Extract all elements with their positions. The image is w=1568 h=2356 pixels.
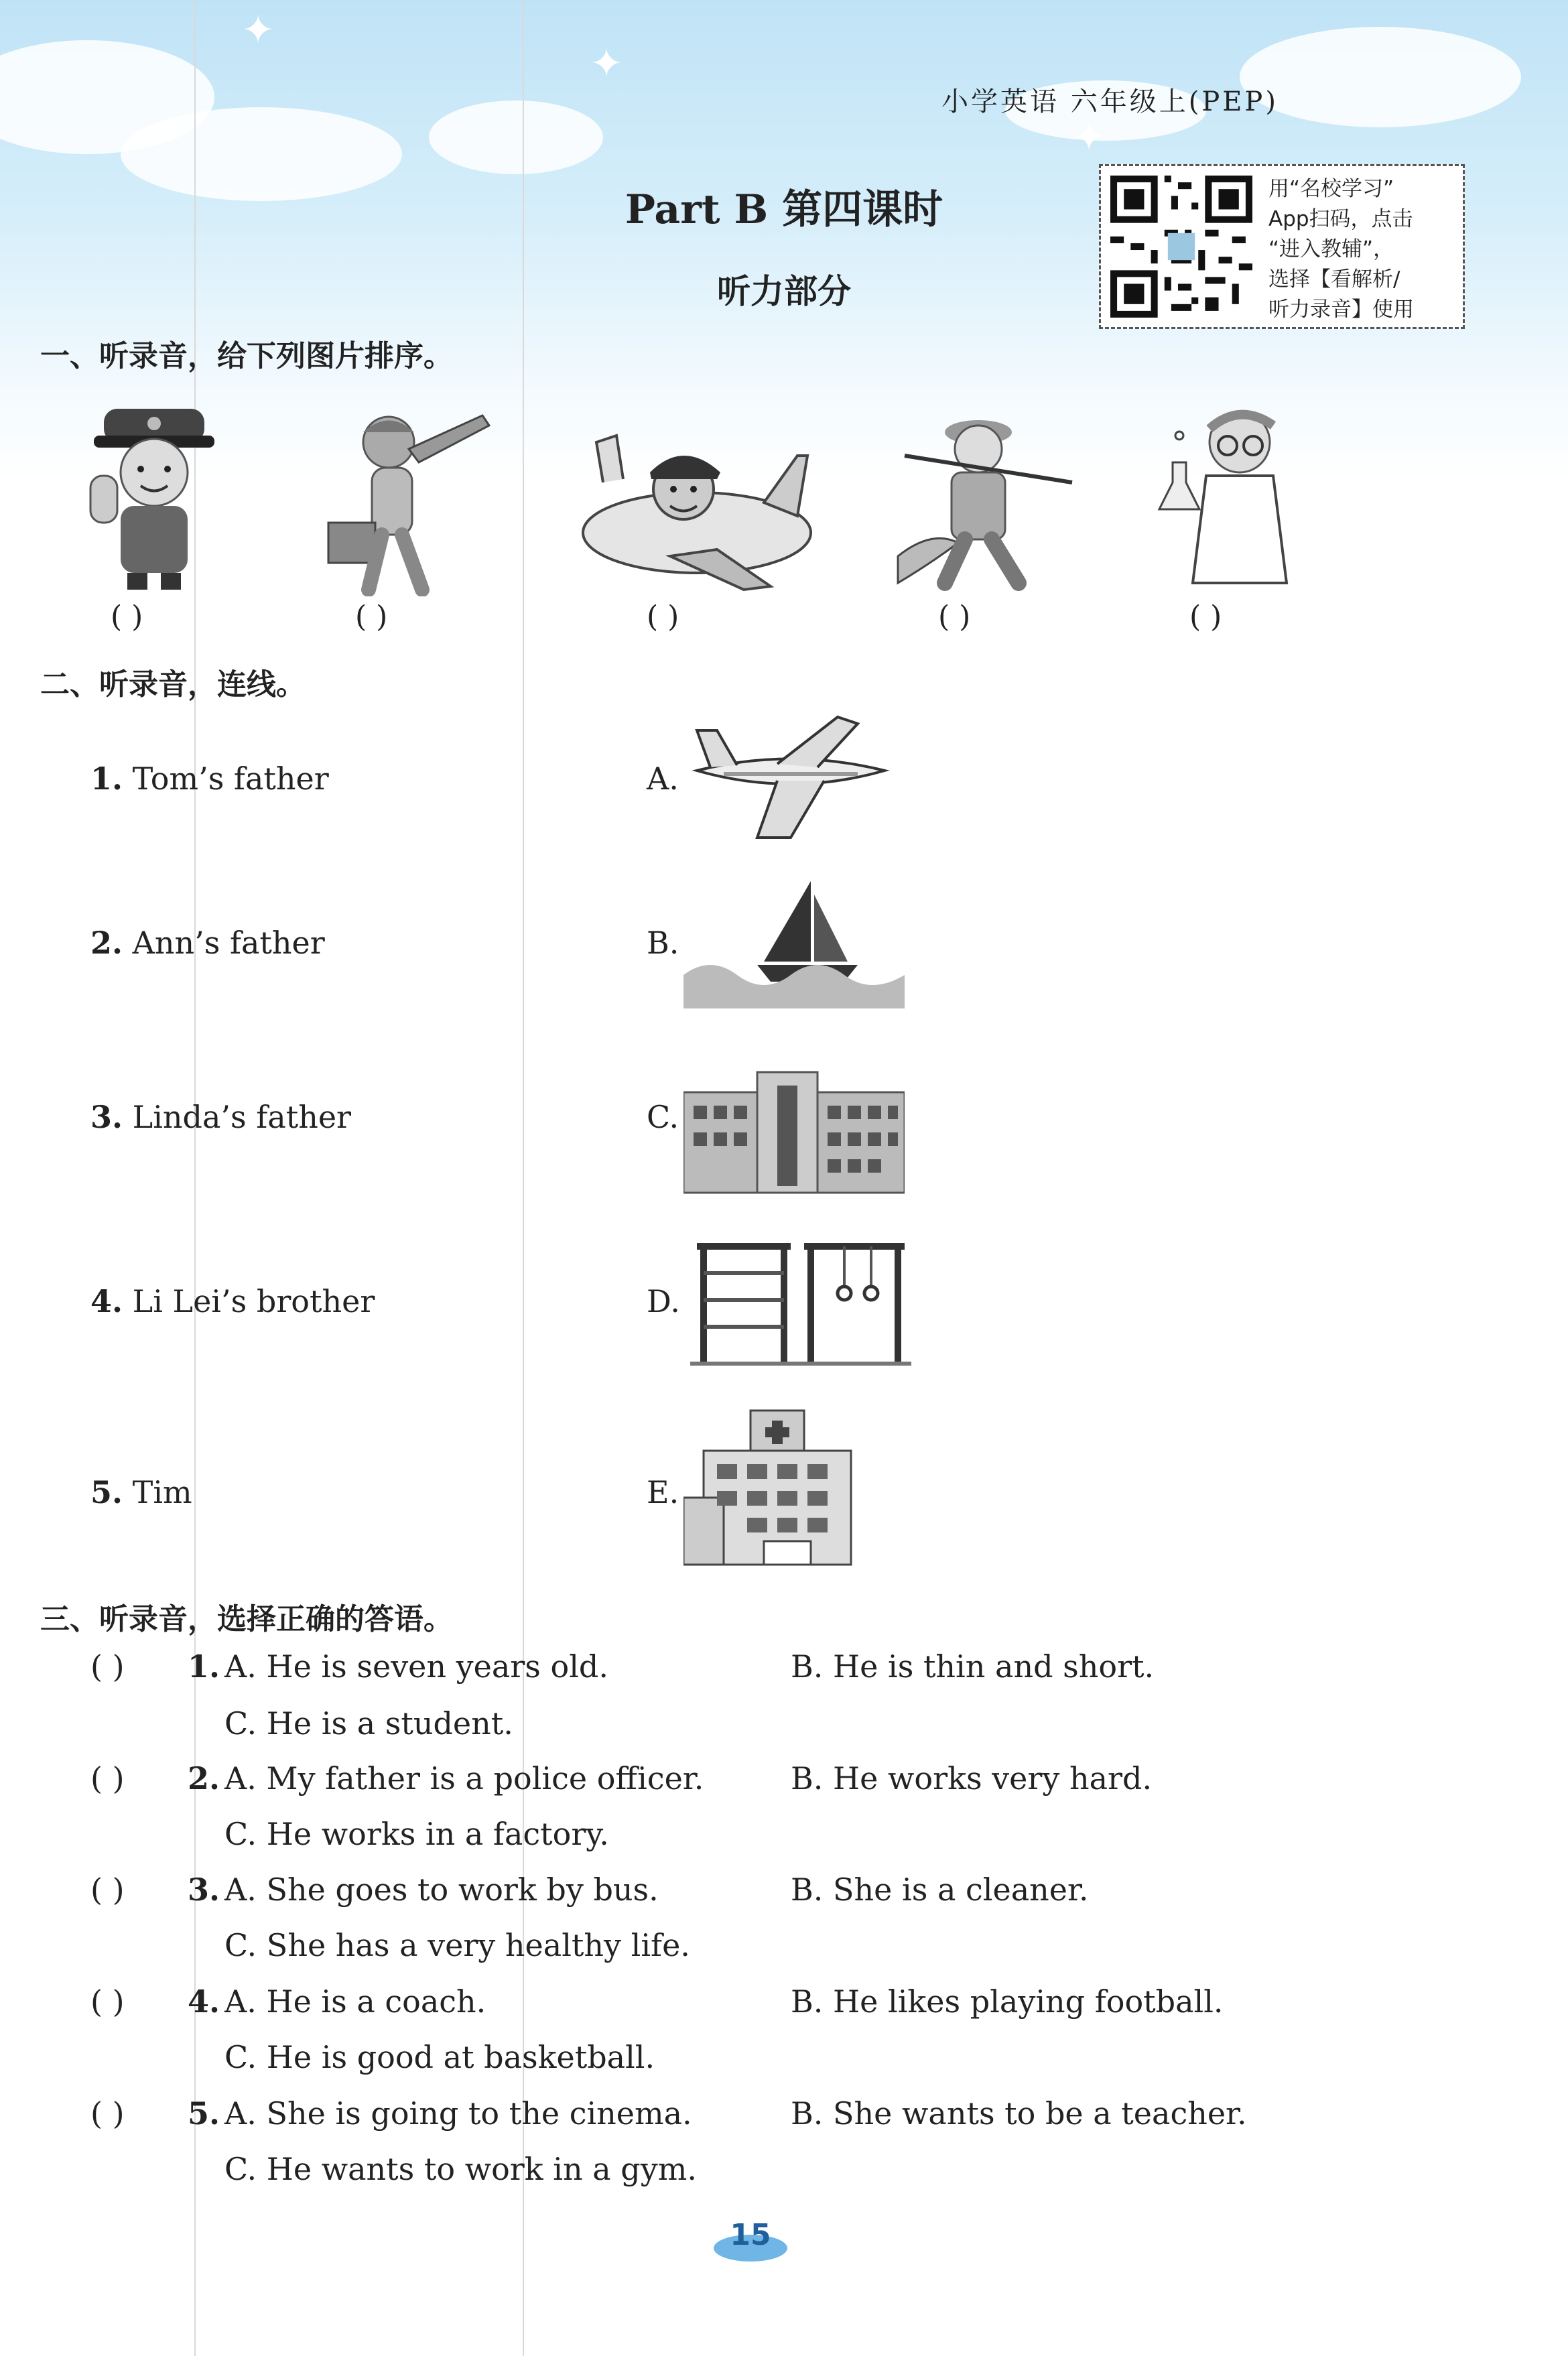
match-letter-a: A. xyxy=(647,761,679,797)
option-b[interactable]: B. She wants to be a teacher. xyxy=(791,2095,1247,2132)
match-item-5[interactable]: 5. Tim xyxy=(90,1474,192,1510)
scientist-icon xyxy=(1153,395,1327,596)
fisherman-icon xyxy=(891,402,1086,596)
answer-blank[interactable]: ( ) xyxy=(90,1983,125,2020)
answer-blank[interactable]: ( ) xyxy=(647,600,679,634)
option-c[interactable]: C. He is good at basketball. xyxy=(224,2039,655,2075)
answer-blank[interactable]: ( ) xyxy=(1189,600,1222,634)
match-letter-c: C. xyxy=(647,1099,679,1135)
option-b[interactable]: B. He is thin and short. xyxy=(791,1648,1155,1685)
police-officer-icon xyxy=(74,395,235,596)
worker-icon xyxy=(308,395,496,596)
answer-blank[interactable]: ( ) xyxy=(355,600,388,634)
question-number: 3. xyxy=(188,1872,220,1908)
qr-box xyxy=(1099,164,1465,329)
option-a[interactable]: A. She is going to the cinema. xyxy=(224,2095,692,2132)
option-b[interactable]: B. She is a cleaner. xyxy=(791,1872,1089,1908)
sailboat-icon[interactable] xyxy=(683,874,905,1008)
qr-instructions: 用“名校学习” App扫码，点击 “进入教辅”， 选择【看解析/ 听力录音】使用 xyxy=(1268,177,1414,322)
question-number: 5. xyxy=(188,2095,220,2132)
subject-grade: 小学英语 六年级上(PEP) xyxy=(941,86,1279,117)
option-c[interactable]: C. He is a student. xyxy=(224,1705,513,1742)
section1-heading: 一、听录音，给下列图片排序。 xyxy=(40,339,453,373)
option-c[interactable]: C. She has a very healthy life. xyxy=(224,1927,690,1963)
match-letter-b: B. xyxy=(647,925,679,961)
fold-line xyxy=(523,0,524,2356)
office-building-icon[interactable] xyxy=(683,1065,905,1199)
answer-blank[interactable]: ( ) xyxy=(90,1648,125,1685)
option-b[interactable]: B. He works very hard. xyxy=(791,1760,1153,1796)
answer-blank[interactable]: ( ) xyxy=(938,600,971,634)
sky-background: ✦ ✦ ✦ xyxy=(0,0,1568,482)
option-b[interactable]: B. He likes playing football. xyxy=(791,1983,1224,2020)
option-c[interactable]: C. He wants to work in a gym. xyxy=(224,2151,697,2187)
page-subtitle: 听力部分 xyxy=(717,271,851,311)
page-number xyxy=(710,2211,791,2265)
question-number: 1. xyxy=(188,1648,220,1685)
pilot-icon xyxy=(576,415,818,596)
section2-heading: 二、听录音，连线。 xyxy=(40,667,306,702)
qr-code-icon[interactable] xyxy=(1110,176,1252,318)
gym-equipment-icon[interactable] xyxy=(690,1233,911,1367)
answer-blank[interactable]: ( ) xyxy=(111,600,143,634)
answer-blank[interactable]: ( ) xyxy=(90,2095,125,2132)
option-a[interactable]: A. He is a coach. xyxy=(224,1983,486,2020)
section3-heading: 三、听录音，选择正确的答语。 xyxy=(40,1602,453,1636)
option-a[interactable]: A. My father is a police officer. xyxy=(224,1760,704,1796)
answer-blank[interactable]: ( ) xyxy=(90,1760,125,1796)
match-item-1[interactable]: 1. Tom’s father xyxy=(90,761,329,797)
match-item-4[interactable]: 4. Li Lei’s brother xyxy=(90,1283,375,1319)
match-letter-e: E. xyxy=(647,1474,679,1510)
match-item-3[interactable]: 3. Linda’s father xyxy=(90,1099,352,1135)
match-item-2[interactable]: 2. Ann’s father xyxy=(90,925,325,961)
option-a[interactable]: A. He is seven years old. xyxy=(224,1648,608,1685)
page-title: Part B 第四课时 xyxy=(625,186,943,233)
svg-text:15: 15 xyxy=(730,2218,771,2252)
question-number: 2. xyxy=(188,1760,220,1796)
answer-blank[interactable]: ( ) xyxy=(90,1872,125,1908)
question-number: 4. xyxy=(188,1983,220,2020)
page-number-badge-icon xyxy=(710,2211,791,2265)
option-c[interactable]: C. He works in a factory. xyxy=(224,1816,609,1852)
match-letter-d: D. xyxy=(647,1283,680,1319)
airplane-icon[interactable] xyxy=(683,710,898,844)
hospital-icon[interactable] xyxy=(683,1404,864,1571)
option-a[interactable]: A. She goes to work by bus. xyxy=(224,1872,659,1908)
